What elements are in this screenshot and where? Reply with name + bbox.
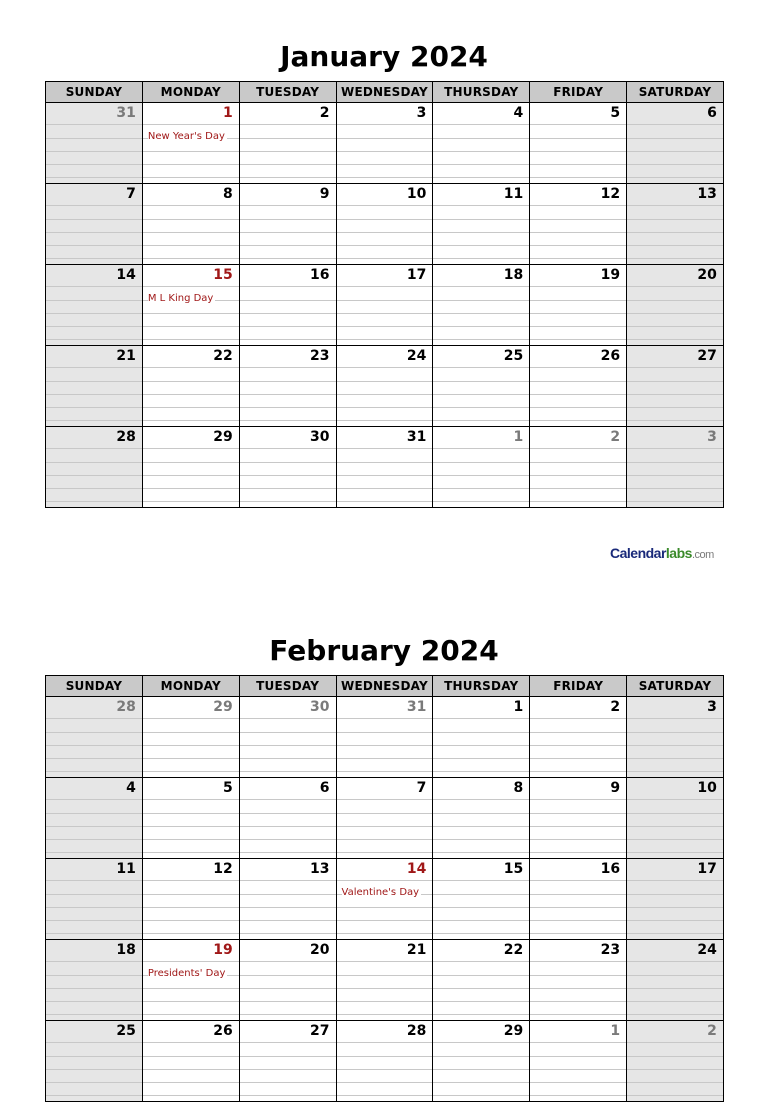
day-cell[interactable] <box>46 103 143 184</box>
day-cell[interactable] <box>46 265 143 346</box>
day-cell[interactable] <box>433 697 530 778</box>
day-cell[interactable] <box>239 265 336 346</box>
day-cell[interactable] <box>239 697 336 778</box>
day-number: 27 <box>627 346 723 368</box>
day-number: 20 <box>240 940 336 962</box>
day-cell[interactable] <box>142 1021 239 1102</box>
day-number: 25 <box>46 1021 142 1043</box>
week-row <box>46 427 724 508</box>
day-number: 14 <box>46 265 142 287</box>
week-row <box>46 940 724 1021</box>
day-number: 28 <box>46 427 142 449</box>
day-cell[interactable] <box>433 184 530 265</box>
day-number: 17 <box>337 265 433 287</box>
day-number: 28 <box>46 697 142 719</box>
day-number: 8 <box>433 778 529 800</box>
day-number: 29 <box>143 427 239 449</box>
day-number: 22 <box>433 940 529 962</box>
day-cell[interactable] <box>530 697 627 778</box>
day-number: 29 <box>143 697 239 719</box>
holiday-event-label: Valentine's Day <box>341 887 420 898</box>
day-number: 23 <box>530 940 626 962</box>
calendar-month <box>45 634 723 1102</box>
day-number: 3 <box>337 103 433 125</box>
day-cell[interactable] <box>530 940 627 1021</box>
day-cell[interactable] <box>46 346 143 427</box>
day-cell[interactable] <box>46 1021 143 1102</box>
week-row <box>46 859 724 940</box>
weekday-header-row <box>46 676 724 697</box>
day-cell[interactable] <box>530 427 627 508</box>
logo-text-com: .com <box>691 549 714 561</box>
day-cell[interactable] <box>530 1021 627 1102</box>
day-number: 12 <box>530 184 626 206</box>
calendarlabs-logo <box>610 545 714 561</box>
day-cell[interactable] <box>530 859 627 940</box>
weekday-header-row <box>46 82 724 103</box>
day-number: 9 <box>530 778 626 800</box>
day-cell[interactable] <box>530 184 627 265</box>
day-number: 11 <box>433 184 529 206</box>
day-cell[interactable] <box>142 346 239 427</box>
holiday-event-label: New Year's Day <box>147 131 225 142</box>
day-cell[interactable] <box>46 184 143 265</box>
day-cell[interactable] <box>336 778 433 859</box>
weekday-header: THURSDAY <box>433 82 530 103</box>
day-number: 16 <box>530 859 626 881</box>
day-cell[interactable] <box>627 184 724 265</box>
day-cell[interactable] <box>433 265 530 346</box>
weekday-header: FRIDAY <box>530 676 627 697</box>
day-number: 2 <box>240 103 336 125</box>
day-cell[interactable] <box>336 103 433 184</box>
day-cell[interactable] <box>433 103 530 184</box>
day-cell[interactable] <box>142 697 239 778</box>
day-cell[interactable] <box>627 103 724 184</box>
day-cell[interactable] <box>433 778 530 859</box>
day-number: 17 <box>627 859 723 881</box>
logo-text-calendar: Calendar <box>610 545 666 561</box>
weekday-header: MONDAY <box>142 676 239 697</box>
day-number: 21 <box>337 940 433 962</box>
day-number: 13 <box>627 184 723 206</box>
day-number: 26 <box>530 346 626 368</box>
day-cell[interactable] <box>142 778 239 859</box>
weekday-header: SUNDAY <box>46 676 143 697</box>
day-cell[interactable] <box>239 427 336 508</box>
day-cell[interactable] <box>336 265 433 346</box>
calendar-grid <box>45 81 724 508</box>
day-number: 4 <box>46 778 142 800</box>
weekday-header: SUNDAY <box>46 82 143 103</box>
day-number: 14 <box>337 859 433 881</box>
day-number: 19 <box>530 265 626 287</box>
week-row <box>46 265 724 346</box>
day-cell[interactable] <box>627 427 724 508</box>
day-cell[interactable] <box>336 697 433 778</box>
day-cell[interactable] <box>530 103 627 184</box>
day-number: 15 <box>143 265 239 287</box>
day-cell[interactable] <box>627 265 724 346</box>
weekday-header: TUESDAY <box>239 676 336 697</box>
day-cell[interactable] <box>627 778 724 859</box>
day-number: 31 <box>337 697 433 719</box>
day-cell[interactable] <box>627 697 724 778</box>
day-number: 31 <box>337 427 433 449</box>
day-number: 31 <box>46 103 142 125</box>
day-cell[interactable] <box>336 859 433 940</box>
day-cell[interactable] <box>239 346 336 427</box>
day-number: 2 <box>627 1021 723 1043</box>
day-cell[interactable] <box>142 427 239 508</box>
day-cell[interactable] <box>433 859 530 940</box>
day-cell[interactable] <box>530 778 627 859</box>
day-cell[interactable] <box>336 346 433 427</box>
day-number: 23 <box>240 346 336 368</box>
day-number: 10 <box>627 778 723 800</box>
day-number: 13 <box>240 859 336 881</box>
day-cell[interactable] <box>627 940 724 1021</box>
day-number: 25 <box>433 346 529 368</box>
day-number: 5 <box>143 778 239 800</box>
day-number: 28 <box>337 1021 433 1043</box>
day-number: 19 <box>143 940 239 962</box>
day-cell[interactable] <box>142 940 239 1021</box>
day-number: 1 <box>143 103 239 125</box>
calendar-grid <box>45 675 724 1102</box>
day-number: 26 <box>143 1021 239 1043</box>
day-number: 27 <box>240 1021 336 1043</box>
day-cell[interactable] <box>239 778 336 859</box>
day-cell[interactable] <box>239 1021 336 1102</box>
day-number: 4 <box>433 103 529 125</box>
day-cell[interactable] <box>239 184 336 265</box>
day-number: 7 <box>337 778 433 800</box>
month-title: February 2024 <box>269 634 499 667</box>
logo-text-labs: labs <box>665 545 692 561</box>
day-number: 21 <box>46 346 142 368</box>
day-number: 24 <box>627 940 723 962</box>
day-number: 11 <box>46 859 142 881</box>
day-cell[interactable] <box>627 859 724 940</box>
day-cell[interactable] <box>627 1021 724 1102</box>
month-title: January 2024 <box>280 40 488 73</box>
day-cell[interactable] <box>433 940 530 1021</box>
weekday-header: SATURDAY <box>627 82 724 103</box>
day-number: 6 <box>240 778 336 800</box>
day-number: 2 <box>530 427 626 449</box>
day-number: 12 <box>143 859 239 881</box>
day-cell[interactable] <box>433 427 530 508</box>
day-number: 18 <box>433 265 529 287</box>
weekday-header: SATURDAY <box>627 676 724 697</box>
weekday-header: WEDNESDAY <box>336 676 433 697</box>
day-cell[interactable] <box>142 103 239 184</box>
day-cell[interactable] <box>239 940 336 1021</box>
day-cell[interactable] <box>46 778 143 859</box>
day-cell[interactable] <box>46 859 143 940</box>
day-number: 24 <box>337 346 433 368</box>
holiday-event-label: Presidents' Day <box>147 968 226 979</box>
day-number: 6 <box>627 103 723 125</box>
day-cell[interactable] <box>46 427 143 508</box>
holiday-event-label: M L King Day <box>147 293 214 304</box>
day-number: 20 <box>627 265 723 287</box>
week-row <box>46 346 724 427</box>
week-row <box>46 103 724 184</box>
day-cell[interactable] <box>142 265 239 346</box>
day-number: 15 <box>433 859 529 881</box>
weekday-header: FRIDAY <box>530 82 627 103</box>
day-number: 5 <box>530 103 626 125</box>
weekday-header: THURSDAY <box>433 676 530 697</box>
day-cell[interactable] <box>433 346 530 427</box>
day-cell[interactable] <box>239 103 336 184</box>
day-number: 22 <box>143 346 239 368</box>
day-cell[interactable] <box>142 859 239 940</box>
day-number: 16 <box>240 265 336 287</box>
day-number: 30 <box>240 427 336 449</box>
week-row <box>46 778 724 859</box>
day-number: 3 <box>627 697 723 719</box>
day-cell[interactable] <box>530 265 627 346</box>
day-cell[interactable] <box>530 346 627 427</box>
day-number: 1 <box>530 1021 626 1043</box>
day-number: 9 <box>240 184 336 206</box>
day-number: 2 <box>530 697 626 719</box>
day-number: 29 <box>433 1021 529 1043</box>
calendar-month <box>45 40 723 508</box>
day-cell[interactable] <box>239 859 336 940</box>
day-cell[interactable] <box>336 427 433 508</box>
day-cell[interactable] <box>46 940 143 1021</box>
day-cell[interactable] <box>336 184 433 265</box>
day-number: 30 <box>240 697 336 719</box>
day-number: 18 <box>46 940 142 962</box>
week-row <box>46 184 724 265</box>
day-number: 7 <box>46 184 142 206</box>
day-number: 1 <box>433 697 529 719</box>
day-cell[interactable] <box>142 184 239 265</box>
weekday-header: MONDAY <box>142 82 239 103</box>
day-number: 3 <box>627 427 723 449</box>
day-number: 10 <box>337 184 433 206</box>
day-cell[interactable] <box>627 346 724 427</box>
weekday-header: WEDNESDAY <box>336 82 433 103</box>
weekday-header: TUESDAY <box>239 82 336 103</box>
day-number: 1 <box>433 427 529 449</box>
day-number: 8 <box>143 184 239 206</box>
day-cell[interactable] <box>336 1021 433 1102</box>
week-row <box>46 1021 724 1102</box>
day-cell[interactable] <box>46 697 143 778</box>
day-cell[interactable] <box>336 940 433 1021</box>
day-cell[interactable] <box>433 1021 530 1102</box>
week-row <box>46 697 724 778</box>
